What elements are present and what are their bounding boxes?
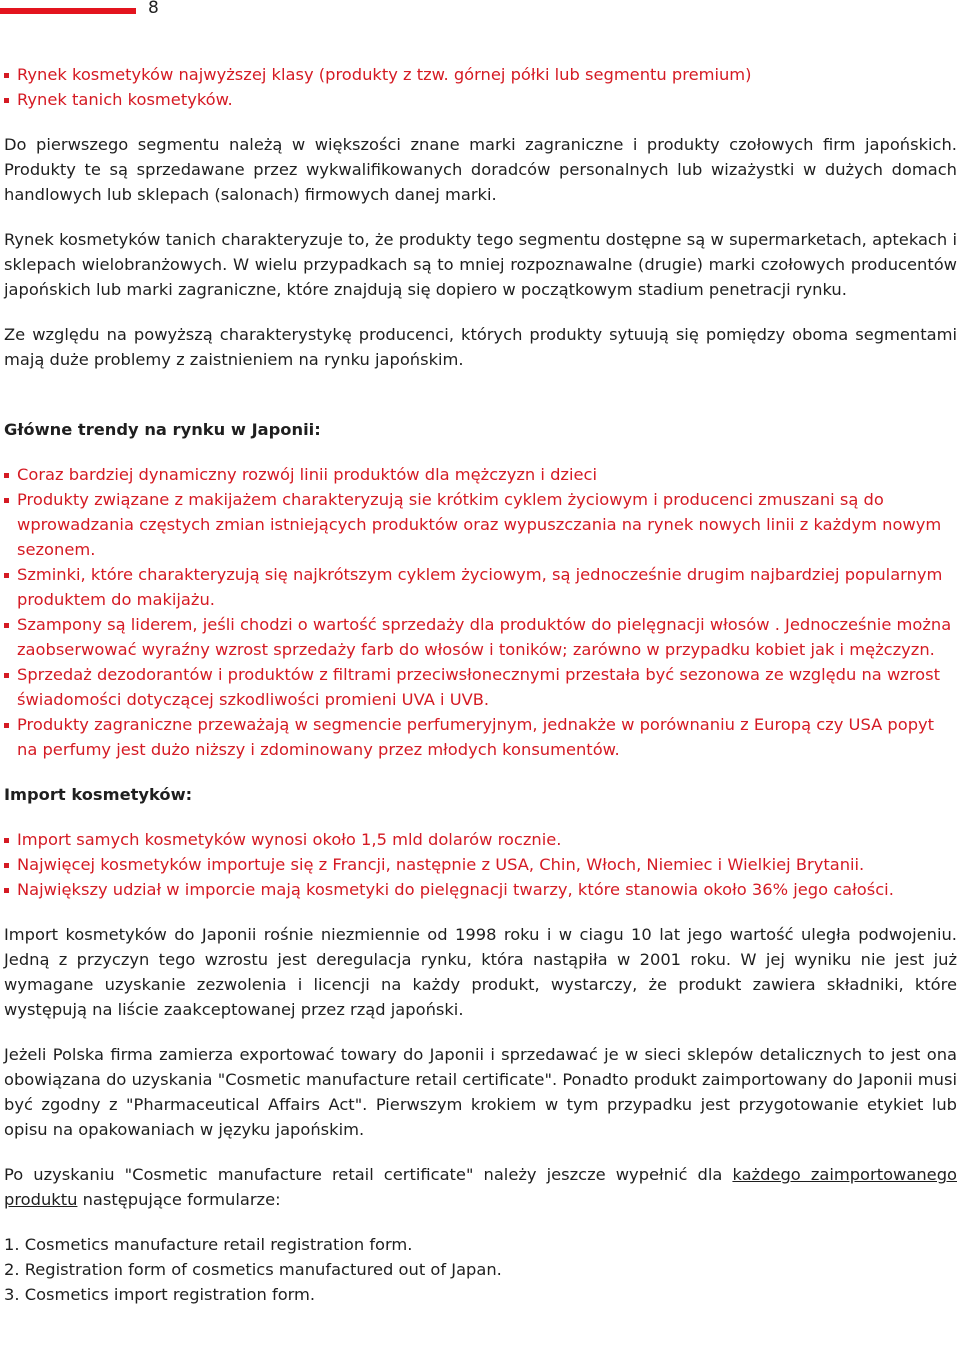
list-item: Produkty związane z makijażem charakteryzują sie krótkim cyklem życiowym i producenci zmuszani są do wprowadzania częstych zmian istniejących produktów oraz wypuszczania na rynek nowych linii z każdym nowym sezonem. bbox=[4, 487, 957, 562]
imports-heading: Import kosmetyków: bbox=[4, 785, 193, 804]
list-item: Coraz bardziej dynamiczny rozwój linii produktów dla mężczyzn i dzieci bbox=[4, 462, 957, 487]
paragraph-certificate: Jeżeli Polska firma zamierza exportować towary do Japonii i sprzedawać je w sieci sklepów detalicznych to jest ona obowiązana do uzyskania "Cosmetic manufacture retail certificate". Ponadto produkt zaimportowany do Japonii musi być zgodny z "Pharmaceutical Affairs Act". Pierwszym krokiem w tym przypadku jest przygotowanie etykiet lub opisu na opakowaniach w języku japońskim. bbox=[4, 1045, 957, 1139]
forms-list bbox=[4, 1232, 957, 1307]
segments-list bbox=[4, 62, 957, 112]
list-item: Rynek tanich kosmetyków. bbox=[4, 87, 957, 112]
paragraph-import-growth: Import kosmetyków do Japonii rośnie niezmiennie od 1998 roku i w ciagu 10 lat jego wartość uległa podwojeniu. Jedną z przyczyn tego wzrostu jest deregulacja rynku, która nastąpiła w 2001 roku. W jej wyniku nie jest już wymagane uzyskanie zezwolenia i licencji na każdy produkt, wystarczy, że produkt zawiera składniki, które występują na liście zaakceptowanej przez rząd japoński. bbox=[4, 925, 957, 1019]
list-item: Szampony są liderem, jeśli chodzi o wartość sprzedaży dla produktów do pielęgnacji włosów . Jednocześnie można zaobserwować wyraźny wzrost sprzedaży farb do włosów i toników; zarówno w przypadku kobiet jak i mężczyzn. bbox=[4, 612, 957, 662]
list-item: Szminki, które charakteryzują się najkrótszym cyklem życiowym, są jednocześnie drugim najbardziej popularnym produktem do makijażu. bbox=[4, 562, 957, 612]
forms-intro-underlined: każdego zaimportowanego produktu bbox=[4, 1165, 957, 1209]
paragraph-between-segments: Ze względu na powyższą charakterystykę producenci, których produkty sytuują się pomiędzy oboma segmentami mają duże problemy z zaistnieniem na rynku japońskim. bbox=[4, 325, 957, 369]
page-number: 8 bbox=[148, 0, 159, 18]
list-item: Produkty zagraniczne przeważają w segmencie perfumeryjnym, jednakże w porównaniu z Europą czy USA popyt na perfumy jest dużo niższy i zdominowany przez młodych konsumentów. bbox=[4, 712, 957, 762]
list-item: 2. Registration form of cosmetics manufactured out of Japan. bbox=[4, 1260, 502, 1279]
header-accent-bar bbox=[0, 8, 136, 14]
paragraph-premium-segment: Do pierwszego segmentu należą w większości znane marki zagraniczne i produkty czołowych firm japońskich. Produkty te są sprzedawane przez wykwalifikowanych doradców personalnych lub wizażystki w dużych domach handlowych lub sklepach (salonach) firmowych danej marki. bbox=[4, 135, 957, 204]
list-item: 3. Cosmetics import registration form. bbox=[4, 1285, 316, 1304]
paragraph-cheap-segment: Rynek kosmetyków tanich charakteryzuje to, że produkty tego segmentu dostępne są w supermarketach, aptekach i sklepach wielobranżowych. W wielu przypadkach są to mniej rozpoznawalne (drugie) marki czołowych producentów japońskich lub marki zagraniczne, które znajdują się dopiero w początkowym stadium penetracji rynku. bbox=[4, 230, 957, 299]
list-item: Rynek kosmetyków najwyższej klasy (produkty z tzw. górnej półki lub segmentu premium) bbox=[4, 62, 957, 87]
list-item: 1. Cosmetics manufacture retail registration form. bbox=[4, 1235, 413, 1254]
paragraph-forms-intro bbox=[4, 1162, 957, 1212]
forms-intro-start: Po uzyskaniu "Cosmetic manufacture retail certificate" należy jeszcze wypełnić dla bbox=[4, 1165, 733, 1184]
list-item: Największy udział w imporcie mają kosmetyki do pielęgnacji twarzy, które stanowia około 36% jego całości. bbox=[4, 877, 957, 902]
trends-list bbox=[4, 462, 957, 762]
document-body bbox=[4, 62, 957, 1307]
list-item: Sprzedaż dezodorantów i produktów z filtrami przeciwsłonecznymi przestała być sezonowa ze względu na wzrost świadomości dotyczącej szkodliwości promieni UVA i UVB. bbox=[4, 662, 957, 712]
forms-intro-end: następujące formularze: bbox=[77, 1190, 281, 1209]
trends-heading: Główne trendy na rynku w Japonii: bbox=[4, 420, 321, 439]
list-item: Najwięcej kosmetyków importuje się z Francji, następnie z USA, Chin, Włoch, Niemiec i Wielkiej Brytanii. bbox=[4, 852, 957, 877]
list-item: Import samych kosmetyków wynosi około 1,5 mld dolarów rocznie. bbox=[4, 827, 957, 852]
imports-list bbox=[4, 827, 957, 902]
